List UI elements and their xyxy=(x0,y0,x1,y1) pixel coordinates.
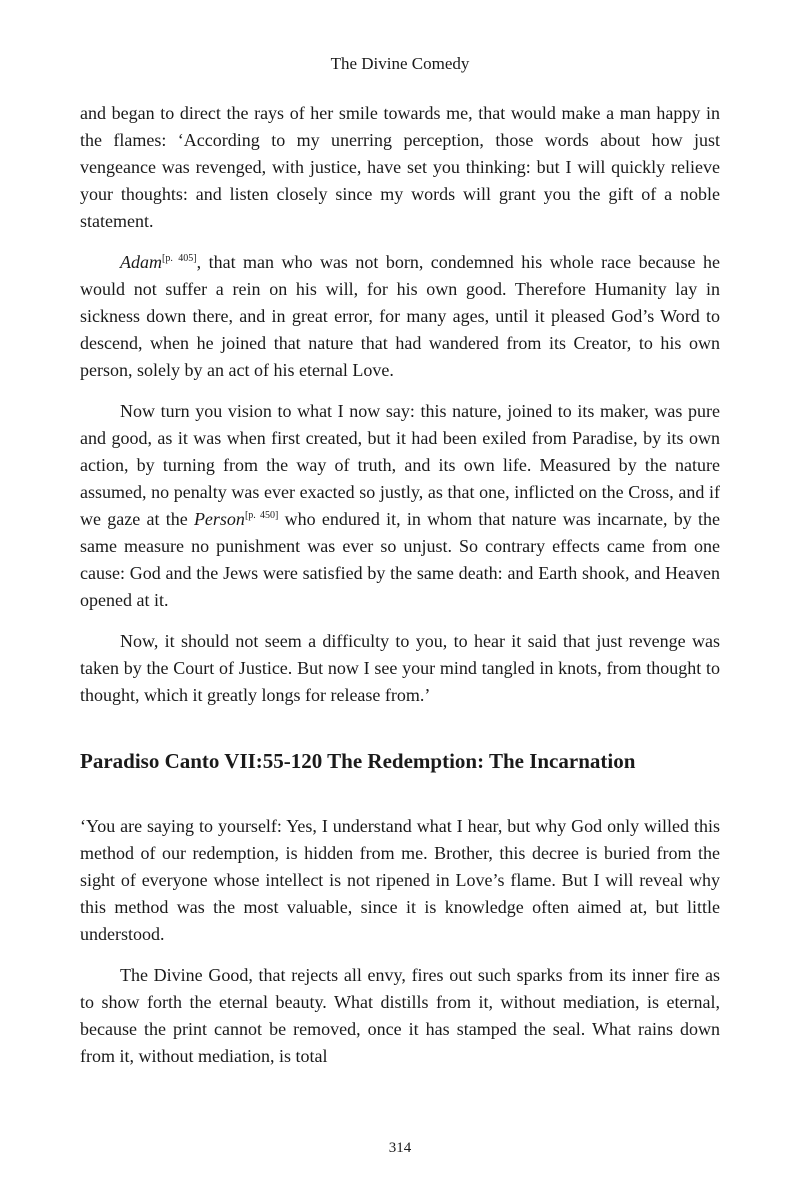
paragraph-3 xyxy=(80,398,720,614)
paragraph-3-text-after: who endured it, in whom that nature was incarnate, by the same measure no punishment was ever so unjust. So contrary effects came from one cause: God and the Jews were satisfied by the same death: and Earth shook, and Heaven opened at it. xyxy=(80,509,720,610)
paragraph-2 xyxy=(80,249,720,384)
italic-name-adam: Adam xyxy=(120,252,162,272)
paragraph-3-text-before: Now turn you vision to what I now say: this nature, joined to its maker, was pure and good, as it was when first created, but it had been exiled from Paradise, by its own action, by turning from the way of truth, and its own life. Measured by the nature assumed, no penalty was ever exacted so justly, as that one, inflicted on the Cross, and if we gaze at the xyxy=(80,401,720,529)
page-reference: [p. 405] xyxy=(162,253,197,264)
italic-word-person: Person xyxy=(193,509,245,529)
body-text xyxy=(80,100,720,1084)
running-title: The Divine Comedy xyxy=(330,54,470,73)
paragraph-6: The Divine Good, that rejects all envy, fires out such sparks from its inner fire as to show forth the eternal beauty. What distills from it, without mediation, is eternal, because the print cannot be removed, once it has stamped the seal. What rains down from it, without mediation, is total xyxy=(80,965,720,1066)
paragraph-1: and began to direct the rays of her smile towards me, that would make a man happy in the flames: ‘According to my unerring perception, those words about how just vengeance was revenged, with justice, have set you thinking: but I will quickly relieve your thoughts: and listen closely since my words will grant you the gift of a noble statement. xyxy=(80,103,720,231)
page-reference: [p. 450] xyxy=(244,510,279,521)
section-heading: Paradiso Canto VII:55-120 The Redemption: The Incarnation xyxy=(80,749,636,773)
paragraph-5: ‘You are saying to yourself: Yes, I understand what I hear, but why God only willed this method of our redemption, is hidden from me. Brother, this decree is buried from the sight of everyone whose intellect is not ripened in Love’s flame. But I will reveal why this method was the most valuable, since it is knowledge often aimed at, but little understood. xyxy=(80,816,720,944)
page-number: 314 xyxy=(388,1140,412,1156)
paragraph-4: Now, it should not seem a difficulty to you, to hear it said that just revenge was taken by the Court of Justice. But now I see your mind tangled in knots, from thought to thought, which it greatly longs for release from.’ xyxy=(80,631,720,705)
paragraph-2-text: , that man who was not born, condemned his whole race because he would not suffer a rein on his will, for his own good. Therefore Humanity lay in sickness down there, and in great error, for many ages, until it pleased God’s Word to descend, when he joined that nature that had wandered from its Creator, to his own person, solely by an act of his eternal Love. xyxy=(80,252,720,380)
